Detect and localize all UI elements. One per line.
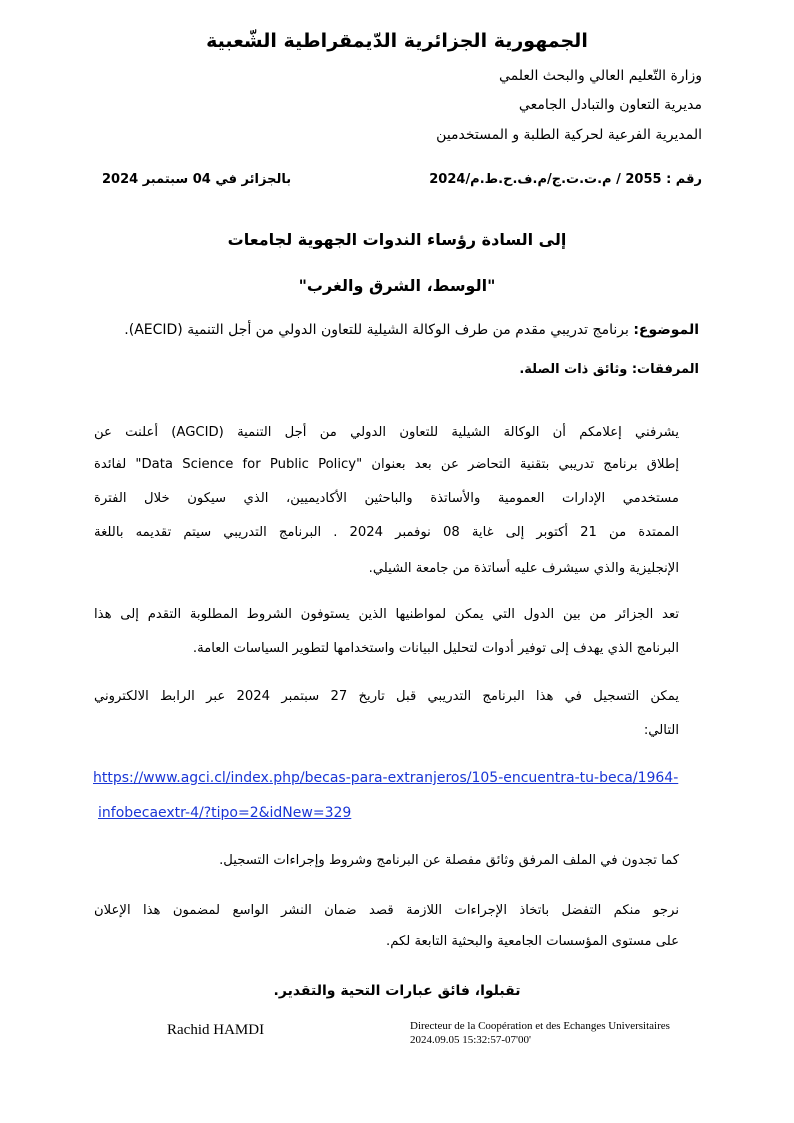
paragraph-1-line: إطلاق برنامج تدريبي بتقنية التحاضر عن بعد بعنوان "Data Science for Public Policy" لفائدة (94, 457, 679, 472)
signatory-name: Rachid HAMDI (167, 1022, 265, 1038)
paragraph-2-line: تعد الجزائر من بين الدول التي يمكن لمواطنيها الذين يستوفون الشروط المطلوبة التقدم إلى هذا (94, 607, 679, 622)
paragraph-2-line: البرنامج الذي يهدف إلى توفير أدوات لتحليل البيانات واستخدامها لتطوير السياسات العامة. (192, 641, 679, 656)
subject-text: برنامج تدريبي مقدم من طرف الوكالة الشيلية للتعاون الدولي من أجل التنمية (AECID). (124, 322, 634, 338)
paragraph-5-line: نرجو منكم التفضل باتخاذ الإجراءات اللازمة قصد ضمان النشر الواسع لمضمون هذا الإعلان (94, 903, 679, 918)
signatory-role: Directeur de la Coopération et des Echanges Universitaires (410, 1020, 670, 1032)
registration-link-line-1[interactable]: https://www.agci.cl/index.php/becas-para-extranjeros/105-encuentra-tu-beca/1964- (93, 770, 679, 786)
paragraph-1-line: الإنجليزية والذي سيشرف عليه أساتذة من جامعة الشيلي. (368, 561, 679, 576)
paragraph-3-line: التالي: (643, 723, 679, 738)
attachments-line: المرفقات: وثائق ذات الصلة. (519, 362, 699, 377)
letter-date: بالجزائر في 04 سبتمبر 2024 (102, 172, 292, 187)
paragraph-1-line: مستخدمي الإدارات العمومية والأساتذة والباحثين الأكاديميين، الذي سيكون خلال الفترة (94, 491, 679, 506)
paragraph-1-line: يشرفني إعلامكم أن الوكالة الشيلية للتعاون الدولي من أجل التنمية (AGCID) أعلنت عن (94, 425, 679, 440)
subject-line (59, 322, 699, 338)
ministry-name: وزارة التّعليم العالي والبحث العلمي (499, 68, 702, 84)
closing-line: تقبلوا، فائق عبارات التحية والتقدير. (273, 983, 521, 999)
addressee-line-1: إلى السادة رؤساء الندوات الجهوية لجامعات (227, 230, 567, 249)
paragraph-3-line: يمكن التسجيل في هذا البرنامج التدريبي قبل تاريخ 27 سبتمبر 2024 عبر الرابط الالكتروني (94, 689, 680, 704)
reference-number: رقم : 2055 / م.ت.ت.ج/م.ف.ح.ط.م/2024 (429, 172, 702, 187)
registration-link-line-2[interactable]: infobecaextr-4/?tipo=2&idNew=329 (98, 805, 352, 821)
republic-title: الجمهورية الجزائرية الدّيمقراطية الشّعبية (206, 30, 588, 52)
addressee-line-2: "الوسط، الشرق والغرب" (298, 276, 496, 295)
paragraph-4: كما تجدون في الملف المرفق وثائق مفصلة عن البرنامج وشروط وإجراءات التسجيل. (219, 853, 679, 868)
subdirectorate-name: المديرية الفرعية لحركية الطلبة و المستخدمين (436, 127, 702, 143)
subject-label: الموضوع: (633, 322, 699, 338)
paragraph-1-line: الممتدة من 21 أكتوبر إلى غاية 08 نوفمبر 2024 . البرنامج التدريبي سيتم تقديمه باللغة (94, 525, 679, 540)
paragraph-5-line: على مستوى المؤسسات الجامعية والبحثية التابعة لكم. (386, 934, 679, 949)
directorate-name: مديرية التعاون والتبادل الجامعي (518, 97, 702, 113)
digital-signature-block (410, 1019, 750, 1047)
signature-timestamp: 2024.09.05 15:32:57-07'00' (410, 1034, 531, 1046)
